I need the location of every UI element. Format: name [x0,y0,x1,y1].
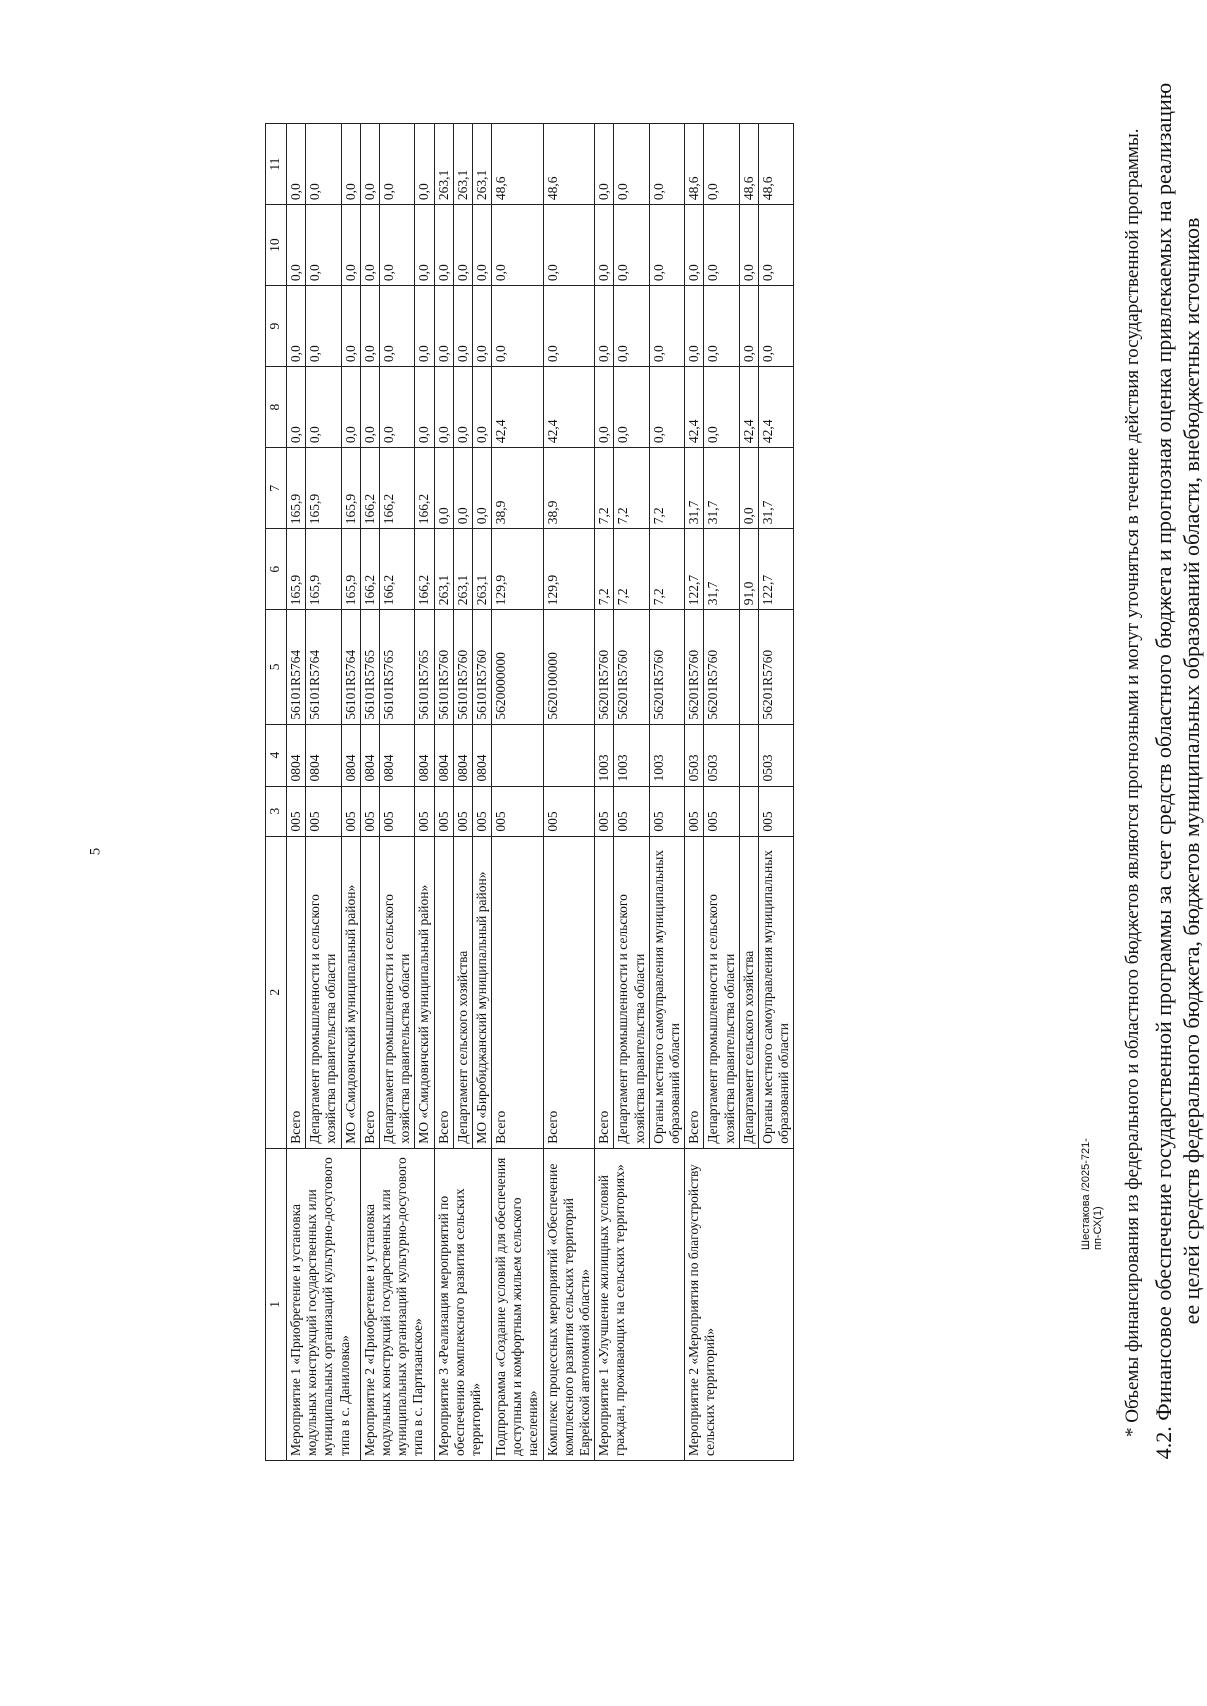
table-cell-event: Мероприятие 3 «Реализация мероприятий по обеспечению комплексного развития сельских территорий» [434,1148,492,1460]
table-cell: 48,6 [492,124,544,205]
table-cell-event: Мероприятие 1 «Приобретение и установка модульных конструкций государственных или муниципальных организаций культурно-досугового типа в с. Даниловка» [287,1148,361,1460]
table-cell: 48,6 [758,124,793,205]
table-cell-event: Мероприятие 1 «Улучшение жилищных условий граждан, проживающих на сельских территориях» [595,1148,685,1460]
table-cell: 56101R5760 [434,610,453,724]
table-cell: 005 [649,786,684,836]
table-cell: 42,4 [739,367,758,448]
table-cell: 166,2 [415,529,434,610]
table-cell: Департамент промышленности и сельского хозяйства правительства области [379,836,414,1148]
table-cell: 7,2 [649,448,684,529]
table-cell: 48,6 [543,124,595,205]
table-cell: 005 [472,786,491,836]
table-cell: 56101R5765 [415,610,434,724]
footnote: * Объемы финансирования из федерального и областного бюджетов являются прогнозными и могут уточняться в течение действия государственной программы. [1122,128,1143,1437]
table-cell: 0,0 [306,205,341,286]
table-cell: 0,0 [758,286,793,367]
table-cell: 0,0 [415,286,434,367]
table-cell: 0804 [341,724,360,786]
table-cell: 56201R5760 [614,610,649,724]
table-cell: 0804 [415,724,434,786]
table-cell: 0,0 [704,205,739,286]
table-cell [739,724,758,786]
table-cell [739,786,758,836]
table-cell: 0503 [685,724,704,786]
table-cell: 0,0 [453,286,472,367]
section-heading: 4.2. Финансовое обеспечение государственной программы за счет средств областного бюджета и прогнозная оценка привлекаемых на реализацию ее целей средств федерального бюджета, бюджетов муниципальных образований области, внебюджетных источников [1150,82,1205,1460]
table-cell: 0,0 [287,367,306,448]
table-cell: 165,9 [287,448,306,529]
table-cell: 166,2 [360,529,379,610]
table-cell: Департамент промышленности и сельского хозяйства правительства области [306,836,341,1148]
table-cell: 5620100000 [543,610,595,724]
column-header: 1 [266,1148,287,1460]
column-header: 4 [266,724,287,786]
table-cell: 122,7 [685,529,704,610]
table-cell: 005 [379,786,414,836]
table-cell: 31,7 [685,448,704,529]
table-cell: 0,0 [434,448,453,529]
table-cell: 166,2 [379,529,414,610]
table-cell: 005 [341,786,360,836]
table-cell: 005 [704,786,739,836]
table-cell: 56101R5765 [379,610,414,724]
table-cell: 56201R5760 [758,610,793,724]
table-cell: 1003 [614,724,649,786]
table-cell: 0,0 [287,286,306,367]
table-cell: 31,7 [704,448,739,529]
table-cell: Всего [287,836,306,1148]
table-cell: 005 [758,786,793,836]
table-cell [492,724,544,786]
table-cell: 0,0 [434,367,453,448]
table-cell: 0,0 [379,124,414,205]
table-cell: 0,0 [434,286,453,367]
table-cell: 0,0 [758,205,793,286]
table-cell: 0,0 [360,205,379,286]
table-cell: 0,0 [360,124,379,205]
table-cell: 0,0 [492,205,544,286]
table-cell: 0503 [704,724,739,786]
table-cell: 0,0 [341,286,360,367]
table-cell: 0,0 [704,286,739,367]
table-cell: 48,6 [739,124,758,205]
column-header: 5 [266,610,287,724]
table-cell-event: Мероприятие 2 «Мероприятия по благоустройству сельских территорий» [685,1148,794,1460]
table-cell: 42,4 [685,367,704,448]
table-cell: 56101R5765 [360,610,379,724]
footer-text [1120,81,1207,1461]
table-cell: 0,0 [685,286,704,367]
financing-table [265,123,794,1461]
table-cell: 0804 [472,724,491,786]
table-cell: Департамент сельского хозяйства [739,836,758,1148]
table-cell: Всего [543,836,595,1148]
column-header: 8 [266,367,287,448]
table-cell: 129,9 [543,529,595,610]
table-cell: 005 [614,786,649,836]
table-cell: 7,2 [614,529,649,610]
table-cell: 0,0 [649,205,684,286]
table-cell: 0,0 [649,286,684,367]
table-cell: 0,0 [472,286,491,367]
table-cell-event: Подпрограмма «Создание условий для обеспечения доступным и комфортным жильем сельского населения» [492,1148,544,1460]
table-cell: 0804 [379,724,414,786]
column-header: 11 [266,124,287,205]
table-cell: МО «Смидовичский муниципальный район» [341,836,360,1148]
table-cell: 56101R5760 [472,610,491,724]
table-cell: 0,0 [306,124,341,205]
table-cell: 005 [685,786,704,836]
table-cell: 0,0 [472,448,491,529]
table-cell: 0,0 [306,367,341,448]
table-cell: 165,9 [287,529,306,610]
table-cell: 0,0 [649,367,684,448]
table-cell: МО «Смидовичский муниципальный район» [415,836,434,1148]
table-row [543,124,595,1461]
table-cell: 0,0 [685,205,704,286]
table-cell: 0,0 [649,124,684,205]
table-cell: 166,2 [360,448,379,529]
table-cell: 0,0 [595,124,614,205]
table-cell: 0,0 [360,367,379,448]
table-cell: 56101R5764 [341,610,360,724]
table-cell: 0,0 [739,448,758,529]
table-cell: 005 [306,786,341,836]
table-cell: 263,1 [434,529,453,610]
table-cell: 7,2 [614,448,649,529]
table-cell: 005 [434,786,453,836]
table-cell: 122,7 [758,529,793,610]
table-cell-event: Комплекс процессных мероприятий «Обеспечение комплексного развития сельских территорий Еврейской автономной области» [543,1148,595,1460]
table-cell: 0,0 [415,205,434,286]
table-cell: 5620000000 [492,610,544,724]
signature-code: Шестакова /2025-721-пп-СХ(1) [1080,1138,1104,1250]
table-cell: 005 [360,786,379,836]
table-cell: 0,0 [306,286,341,367]
table-cell: 7,2 [595,529,614,610]
column-header: 3 [266,786,287,836]
table-cell: 263,1 [472,529,491,610]
table-cell: 0,0 [595,286,614,367]
table-cell: 0,0 [614,286,649,367]
table-cell: 0,0 [287,124,306,205]
table-cell: 1003 [595,724,614,786]
table-cell: 56101R5764 [306,610,341,724]
table-cell: 165,9 [306,448,341,529]
table-cell: 165,9 [341,448,360,529]
table-cell: 0,0 [614,124,649,205]
table-cell: 005 [287,786,306,836]
table-cell: 0,0 [739,286,758,367]
table-cell: 0,0 [595,205,614,286]
table-cell: 0,0 [595,367,614,448]
column-header: 10 [266,205,287,286]
table-cell: 0804 [287,724,306,786]
table-row [595,124,614,1461]
table-cell [739,610,758,724]
table-cell: 56201R5760 [595,610,614,724]
column-header: 6 [266,529,287,610]
table-cell: 005 [492,786,544,836]
table-cell: Органы местного самоуправления муниципальных образований области [649,836,684,1148]
table-cell: 005 [415,786,434,836]
table-cell: 0,0 [453,448,472,529]
table-row [287,124,306,1461]
table-cell: 0,0 [704,124,739,205]
table-cell: 0,0 [415,367,434,448]
table-cell: Всего [360,836,379,1148]
table-cell: Органы местного самоуправления муниципальных образований области [758,836,793,1148]
table-cell: Департамент промышленности и сельского хозяйства правительства области [704,836,739,1148]
table-cell: 0804 [360,724,379,786]
table-cell: 166,2 [415,448,434,529]
table-cell: 166,2 [379,448,414,529]
table-cell: 129,9 [492,529,544,610]
table-cell: 31,7 [704,529,739,610]
table-cell: 005 [543,786,595,836]
table-cell: 42,4 [492,367,544,448]
table-cell: 0,0 [472,205,491,286]
table-cell: 48,6 [685,124,704,205]
table-cell: 263,1 [472,124,491,205]
table-cell: 7,2 [595,448,614,529]
table-cell: 56201R5760 [704,610,739,724]
table-cell: 0804 [306,724,341,786]
table-cell: 42,4 [543,367,595,448]
table-header-row [266,124,287,1461]
table-cell: 0,0 [453,367,472,448]
table-cell: 7,2 [649,529,684,610]
column-header: 7 [266,448,287,529]
table-cell: 0,0 [614,367,649,448]
table-cell [543,724,595,786]
column-header: 2 [266,836,287,1148]
column-header: 9 [266,286,287,367]
table-cell: 91,0 [739,529,758,610]
table-cell: 0,0 [415,124,434,205]
table-cell: 165,9 [306,529,341,610]
table-cell: МО «Биробиджанский муниципальный район» [472,836,491,1148]
page-number: 5 [87,847,104,856]
table-cell: 0503 [758,724,793,786]
table-row [685,124,704,1461]
table-cell: Всего [434,836,453,1148]
table-cell: 0,0 [704,367,739,448]
table-cell: 165,9 [341,529,360,610]
table-cell: 263,1 [453,529,472,610]
table-cell: 0,0 [739,205,758,286]
table-cell: 0,0 [543,286,595,367]
table-cell: 263,1 [453,124,472,205]
table-cell: 56201R5760 [685,610,704,724]
table-cell: Всего [595,836,614,1148]
table-cell: 0,0 [341,124,360,205]
table-row [360,124,379,1461]
table-cell: 0,0 [379,205,414,286]
table-cell: 0,0 [434,205,453,286]
table-cell: Департамент сельского хозяйства [453,836,472,1148]
table-cell: 0,0 [341,205,360,286]
table-cell: 0804 [453,724,472,786]
table-cell: 38,9 [492,448,544,529]
table-cell: 42,4 [758,367,793,448]
table-cell: 0804 [434,724,453,786]
table-cell: 56101R5764 [287,610,306,724]
table-cell: 0,0 [543,205,595,286]
table-cell: 263,1 [434,124,453,205]
table-cell: 0,0 [492,286,544,367]
table-cell-event: Мероприятие 2 «Приобретение и установка модульных конструкций государственных или муниципальных организаций культурно-досугового типа в с. Партизанское» [360,1148,434,1460]
table-row [434,124,453,1461]
table-cell: 005 [595,786,614,836]
table-cell: 1003 [649,724,684,786]
table-cell: 0,0 [453,205,472,286]
table-cell: 0,0 [360,286,379,367]
table-cell: 0,0 [379,286,414,367]
table-row [492,124,544,1461]
table-cell: 0,0 [341,367,360,448]
table-cell: 38,9 [543,448,595,529]
table-cell: Всего [492,836,544,1148]
table-cell: 005 [453,786,472,836]
table-cell: 0,0 [472,367,491,448]
table-cell: 0,0 [379,367,414,448]
table-cell: Всего [685,836,704,1148]
table-cell: Департамент промышленности и сельского хозяйства правительства области [614,836,649,1148]
table-cell: 56101R5760 [453,610,472,724]
table-cell: 31,7 [758,448,793,529]
table-cell: 0,0 [614,205,649,286]
table-cell: 56201R5760 [649,610,684,724]
table-cell: 0,0 [287,205,306,286]
table-body [266,124,794,1461]
